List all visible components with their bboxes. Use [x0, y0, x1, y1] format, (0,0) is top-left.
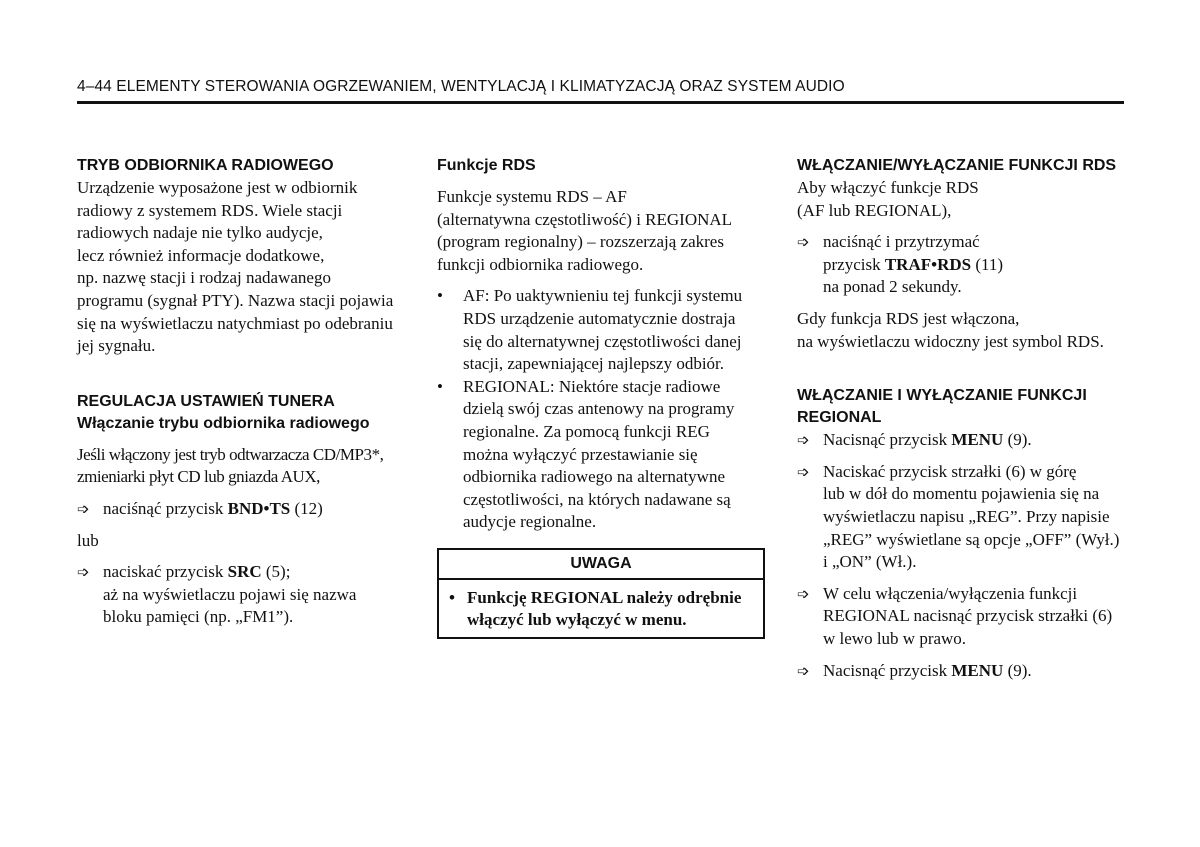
text-line: np. nazwę stacji i rodzaj nadawanego: [77, 268, 331, 288]
column-middle: [437, 155, 765, 639]
text-line: stacji, zapewniającej najlepszy odbiór.: [463, 354, 725, 374]
text-line: lub w dół do momentu pojawienia się na: [823, 484, 1100, 504]
text-line: programu (sygnał PTY). Nazwa stacji pojawia: [77, 290, 394, 310]
text-line: bloku pamięci (np. „FM1”).: [103, 607, 294, 627]
bullet-dot: •: [437, 376, 443, 396]
text-line: W celu włączenia/wyłączenia funkcji: [823, 583, 1078, 603]
bullet-dot: •: [449, 587, 455, 607]
text-line: lecz również informacje dodatkowe,: [77, 245, 325, 265]
text-line: REGIONAL nacisnąć przycisk strzałki (6): [823, 606, 1113, 626]
step-text: (12): [290, 498, 323, 518]
tuner-intro: [77, 444, 412, 489]
rds-on-intro: [797, 177, 1132, 222]
note-title: UWAGA: [439, 550, 763, 580]
button-name-menu: MENU: [951, 660, 1004, 680]
text-line: radiowy z systemem RDS. Wiele stacji: [77, 200, 343, 220]
column-left: [77, 155, 412, 629]
text-line: częstotliwości, na których nadawane są: [463, 489, 731, 509]
text-line: „REG” wyświetlane są opcje „OFF” (Wył.): [823, 529, 1120, 549]
note-body: [439, 580, 763, 637]
step-press-bnd-ts: [77, 498, 412, 521]
section-title-radio-mode: TRYB ODBIORNIKA RADIOWEGO: [77, 157, 334, 174]
text-line: zmieniarki płyt CD lub gniazda AUX,: [77, 467, 320, 487]
step-hold-traf-rds: [797, 231, 1132, 299]
text-line: audycje regionalne.: [463, 512, 597, 532]
hollow-arrow-right-icon: ➩: [797, 233, 810, 252]
hollow-arrow-right-icon: ➩: [77, 563, 90, 582]
title-line: WŁĄCZANIE I WYŁĄCZANIE FUNKCJI: [797, 387, 1087, 405]
text-line: na wyświetlaczu widoczny jest symbol RDS.: [797, 331, 1104, 351]
rds-intro: [437, 186, 765, 276]
step-text: (9).: [1003, 660, 1032, 680]
section-title-rds-functions: Funkcje RDS: [437, 157, 536, 174]
text-line: (AF lub REGIONAL),: [797, 200, 952, 220]
section-title-rds-on-off: WŁĄCZANIE/WYŁĄCZANIE FUNKCJI RDS: [797, 157, 1117, 174]
text-line: Aby włączyć funkcje RDS: [797, 178, 979, 197]
text-line: AF: Po uaktywnieniu tej funkcji systemu: [463, 286, 743, 306]
rds-on-result: [797, 308, 1132, 353]
section-title-tuner-settings: REGULACJA USTAWIEŃ TUNERA: [77, 392, 335, 410]
page-header: 4–44 ELEMENTY STEROWANIA OGRZEWANIEM, WENTYLACJĄ I KLIMATYZACJĄ ORAZ SYSTEM AUDIO: [77, 78, 845, 95]
step-arrow-up-down: [797, 461, 1132, 574]
text-line: Jeśli włączony jest tryb odtwarzacza CD/MP3*,: [77, 444, 384, 464]
step-press-menu-final: [797, 660, 1132, 683]
text-line: RDS urządzenie automatycznie dostraja: [463, 308, 736, 328]
step-arrow-left-right: [797, 583, 1132, 651]
section-title-regional-on-off: [797, 385, 1132, 429]
button-name-menu: MENU: [951, 430, 1004, 450]
text-line: na ponad 2 sekundy.: [823, 277, 962, 297]
text-line: odbiornika radiowego na alternatywne: [463, 467, 725, 487]
text-line: (program regionalny) – rozszerzają zakres: [437, 232, 724, 252]
text-line: (alternatywna częstotliwość) i REGIONAL: [437, 209, 733, 229]
column-right: [797, 155, 1132, 682]
text-line: funkcji odbiornika radiowego.: [437, 254, 644, 274]
hollow-arrow-right-icon: ➩: [797, 431, 810, 450]
header-rule: [77, 101, 1124, 104]
text-line: jej sygnału.: [77, 336, 156, 356]
text-line: aż na wyświetlaczu pojawi się nazwa: [103, 584, 357, 604]
text-line: Gdy funkcja RDS jest włączona,: [797, 308, 1020, 328]
bullet-af: [437, 285, 765, 375]
text-line: Urządzenie wyposażone jest w odbiornik: [77, 178, 358, 197]
text-line: można wyłączyć przestawianie się: [463, 444, 698, 464]
bullet-regional: [437, 376, 765, 534]
step-text: naciskać przycisk: [103, 562, 228, 582]
text-line: REGIONAL: Niektóre stacje radiowe: [463, 376, 721, 396]
radio-mode-description: [77, 177, 412, 358]
text-line: włączyć lub wyłączyć w menu.: [467, 609, 687, 629]
or-text: lub: [77, 530, 99, 550]
text-line: Funkcje systemu RDS – AF: [437, 187, 627, 206]
hollow-arrow-right-icon: ➩: [797, 462, 810, 481]
text-line: się do alternatywnej częstotliwości danej: [463, 331, 742, 351]
button-name-traf-rds: TRAF•RDS: [884, 254, 972, 274]
step-press-menu: [797, 429, 1132, 452]
step-text: (9).: [1003, 430, 1032, 450]
text-line: Naciskać przycisk strzałki (6) w górę: [823, 461, 1077, 481]
step-text: (11): [971, 254, 1004, 274]
step-text: (5);: [261, 562, 291, 582]
button-name-bnd-ts: BND•TS: [227, 498, 291, 518]
hollow-arrow-right-icon: ➩: [797, 584, 810, 603]
section-subtitle-radio-mode-on: Włączanie trybu odbiornika radiowego: [77, 414, 370, 432]
text-line: dzielą swój czas antenowy na programy: [463, 399, 735, 419]
note-box: [437, 548, 765, 639]
text-line: się na wyświetlaczu natychmiast po odebraniu: [77, 313, 393, 333]
step-text: Nacisnąć przycisk: [823, 660, 952, 680]
hollow-arrow-right-icon: ➩: [77, 499, 90, 518]
text-line: radiowych nadaje nie tylko audycje,: [77, 223, 323, 243]
bullet-dot: •: [437, 286, 443, 306]
hollow-arrow-right-icon: ➩: [797, 661, 810, 680]
step-text: Nacisnąć przycisk: [823, 430, 952, 450]
text-line: regionalne. Za pomocą funkcji REG: [463, 421, 710, 441]
step-text: naciśnąć przycisk: [103, 498, 228, 518]
step-text: przycisk: [823, 254, 885, 274]
title-line: REGIONAL: [797, 409, 882, 427]
text-line: w lewo lub w prawo.: [823, 628, 967, 648]
text-line: i „ON” (Wł.).: [823, 552, 917, 572]
step-press-src: [77, 561, 412, 629]
text-line: Funkcję REGIONAL należy odrębnie: [467, 587, 742, 607]
text-line: naciśnąć i przytrzymać: [823, 232, 980, 252]
button-name-src: SRC: [227, 562, 262, 582]
text-line: wyświetlaczu napisu „REG”. Przy napisie: [823, 506, 1110, 526]
